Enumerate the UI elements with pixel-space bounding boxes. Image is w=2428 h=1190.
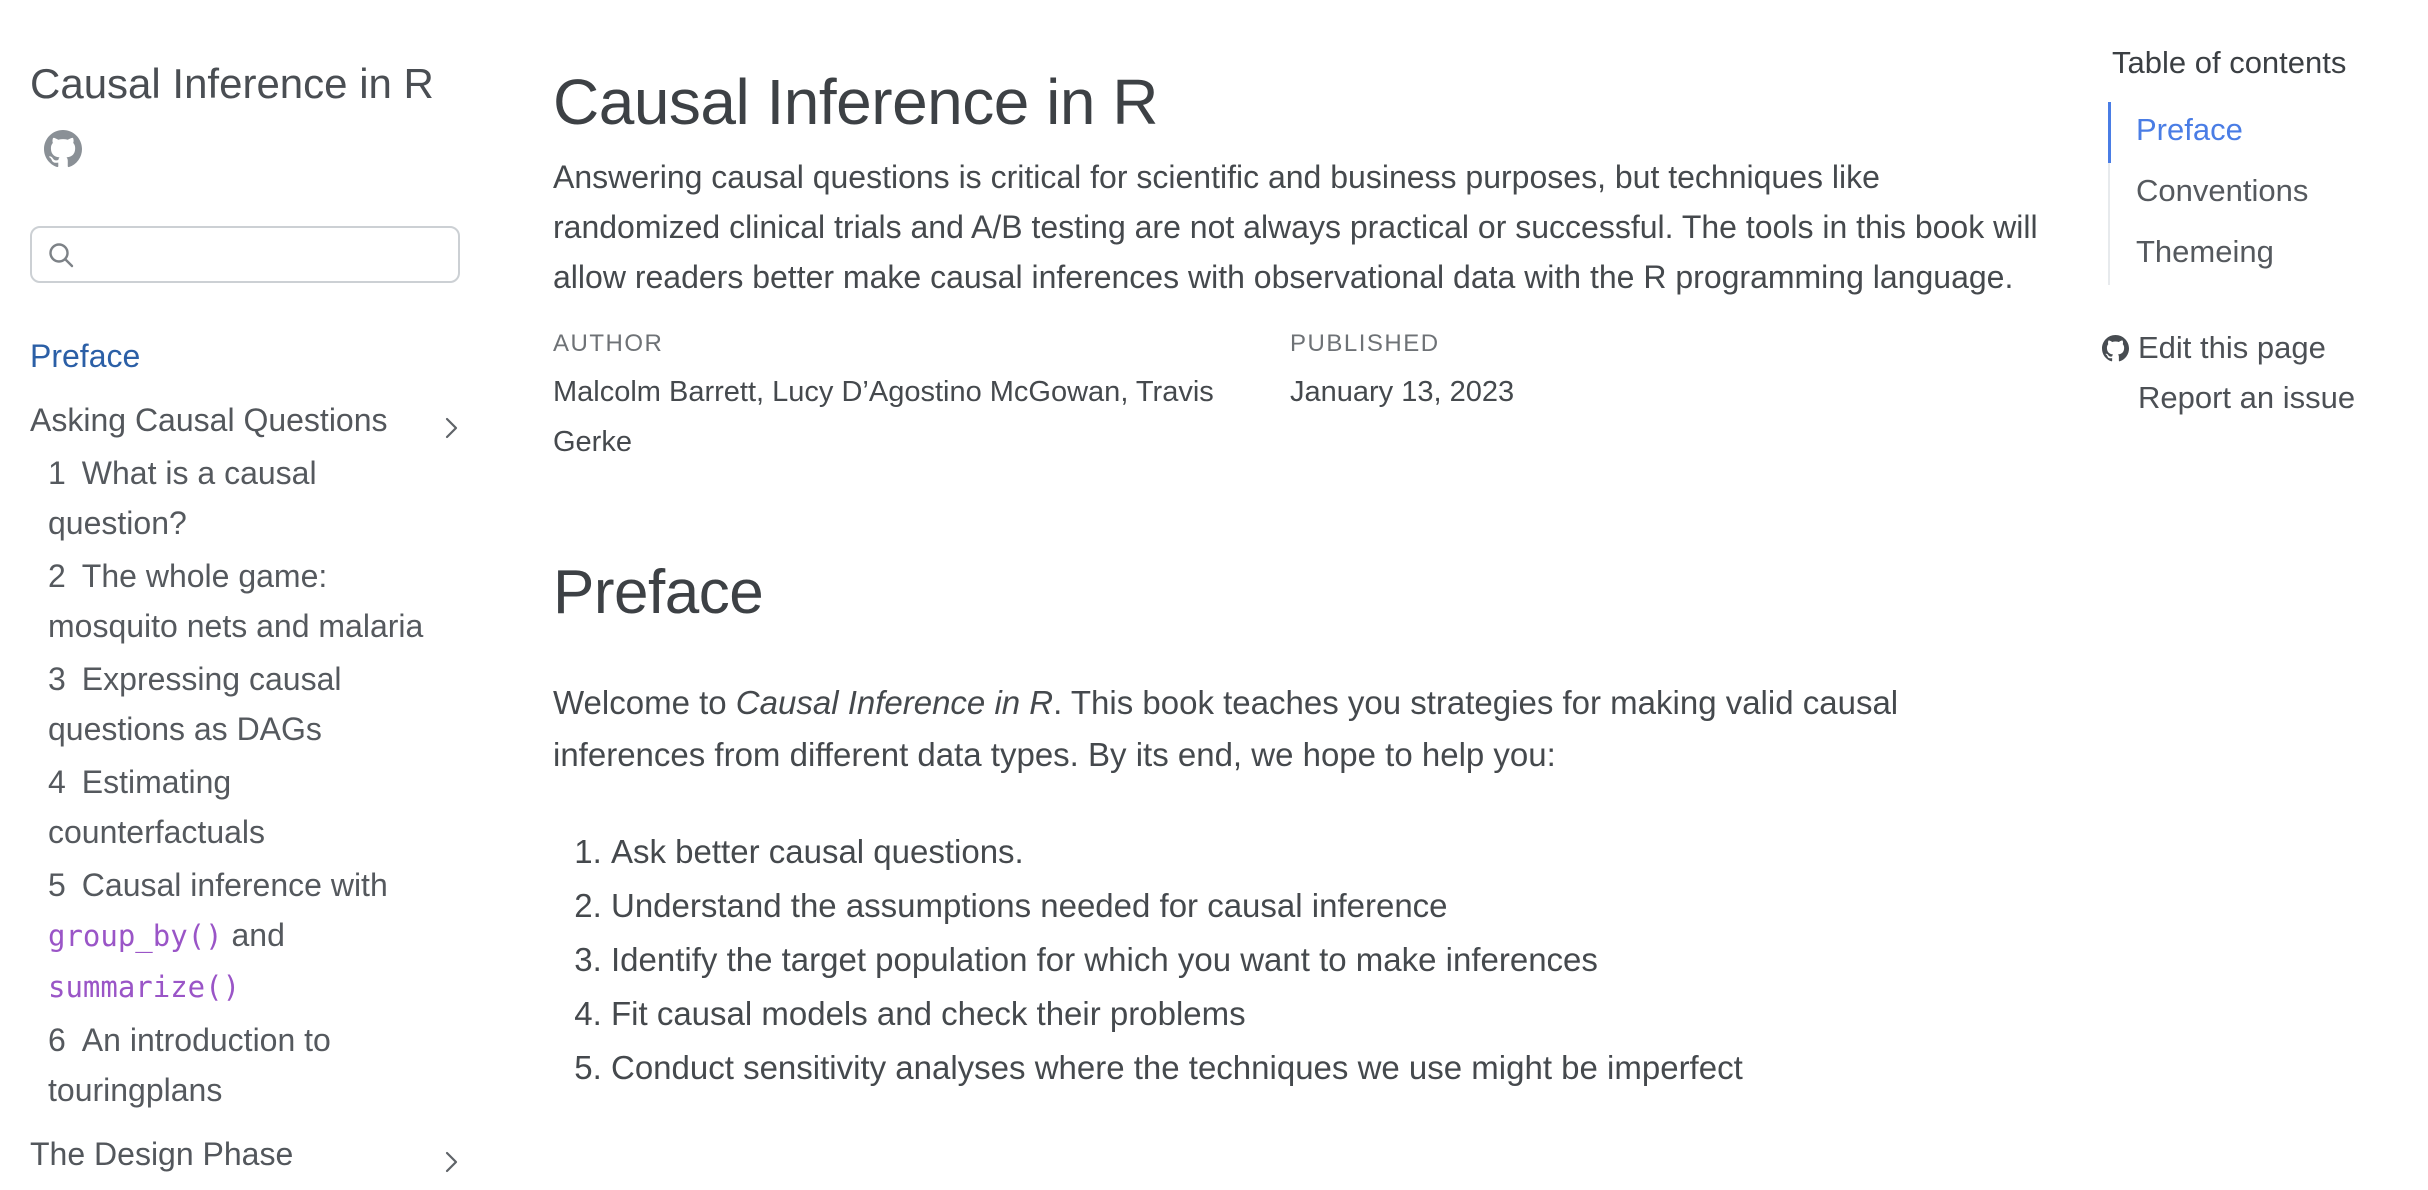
published-date: January 13, 2023	[1290, 376, 1515, 408]
goal-item: 4. Fit causal models and check their problems	[611, 989, 2053, 1039]
edit-this-page-link[interactable]: Edit this page	[2102, 323, 2418, 373]
github-icon	[2102, 335, 2129, 362]
sidebar-item-chapter-5[interactable]: 5 Causal inference with group_by() and summarize()	[48, 867, 388, 1004]
toc-item-conventions[interactable]: Conventions	[2108, 163, 2418, 224]
sidebar-item-preface[interactable]: Preface	[30, 338, 141, 374]
sidebar-item-asking-causal-questions[interactable]: Asking Causal Questions	[30, 395, 460, 445]
inline-code: summarize()	[48, 970, 241, 1004]
chevron-right-icon[interactable]	[443, 1140, 460, 1190]
sidebar-nav	[30, 331, 460, 1179]
toc-item-themeing[interactable]: Themeing	[2108, 224, 2418, 285]
main-content	[553, 0, 2053, 1097]
table-of-contents	[2108, 0, 2418, 423]
welcome-paragraph: Welcome to Causal Inference in R. This book teaches you strategies for making valid causal inferences from different data types. By its end, we hope to help you:	[553, 684, 1899, 773]
author-block	[553, 329, 1283, 467]
book-title[interactable]	[30, 52, 460, 186]
inline-code: group_by()	[48, 919, 223, 953]
sidebar-item-chapter-2[interactable]: 2 The whole game: mosquito nets and malaria	[48, 558, 424, 644]
sidebar-item-the-design-phase[interactable]: The Design Phase	[30, 1129, 460, 1179]
author-names: Malcolm Barrett, Lucy D’Agostino McGowan, Travis Gerke	[553, 376, 1214, 458]
goal-item: 2. Understand the assumptions needed for causal inference	[611, 881, 2053, 931]
sidebar-item-chapter-1[interactable]: 1 What is a causal question?	[48, 455, 317, 541]
published-label: PUBLISHED	[1290, 330, 1440, 357]
sidebar-item-chapter-4[interactable]: 4 Estimating counterfactuals	[48, 764, 266, 850]
title-meta	[553, 329, 2053, 467]
left-sidebar	[30, 0, 460, 1182]
goal-item: 3. Identify the target population for which you want to make inferences	[611, 935, 2053, 985]
github-icon[interactable]	[44, 122, 82, 186]
goal-item: 5. Conduct sensitivity analyses where the techniques we use might be imperfect	[611, 1043, 2053, 1093]
search-box	[30, 226, 460, 283]
sidebar-item-chapter-3[interactable]: 3 Expressing causal questions as DAGs	[48, 661, 342, 747]
chevron-right-icon[interactable]	[443, 406, 460, 456]
goals-list	[553, 827, 2053, 1093]
toc-item-preface[interactable]: Preface	[2108, 102, 2418, 163]
page-links	[2102, 323, 2418, 423]
toc-list	[2108, 102, 2418, 285]
page-title: Causal Inference in R	[553, 66, 1158, 138]
section-heading-preface: Preface	[553, 558, 764, 627]
author-label: AUTHOR	[553, 330, 664, 357]
goal-item: 1. Ask better causal questions.	[611, 827, 2053, 877]
search-input[interactable]	[30, 226, 460, 283]
sidebar-item-chapter-6[interactable]: 6 An introduction to touringplans	[48, 1022, 331, 1108]
toc-heading: Table of contents	[2112, 45, 2347, 80]
book-title-italic: Causal Inference in R	[735, 684, 1054, 721]
published-block	[1290, 329, 1790, 417]
book-title-link[interactable]: Causal Inference in R	[30, 60, 434, 107]
report-an-issue-link[interactable]: Report an issue	[2138, 380, 2356, 415]
book-description: Answering causal questions is critical for scientific and business purposes, but techniques like randomized clinical trials and A/B testing are not always practical or successful. The tools in this book will allow readers better make causal inferences with observational data with the R programming language.	[553, 159, 2038, 295]
